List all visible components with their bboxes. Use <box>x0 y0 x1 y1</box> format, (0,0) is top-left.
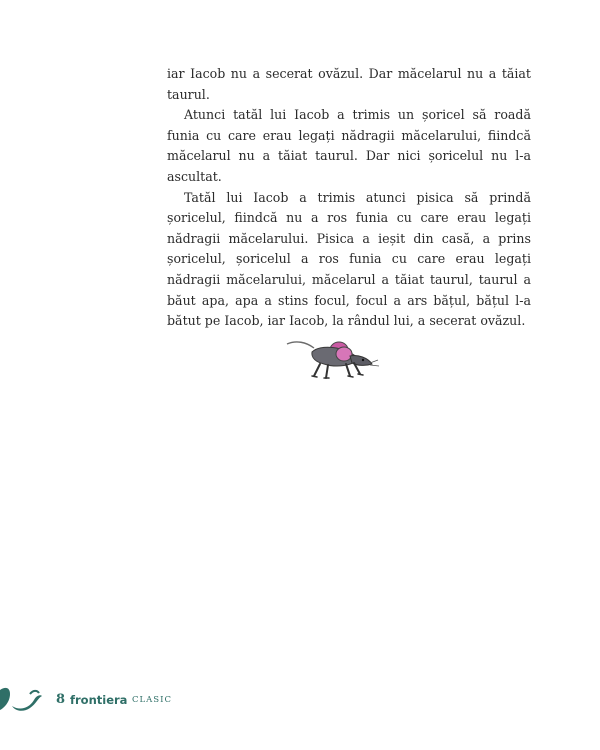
paragraph-2: Atunci tatăl lui Iacob a trimis un șoricel să roadă funia cu care erau legați nădragii măcelarului, fiindcă măcelarul nu a tăiat taurul. Dar nici șoricelul nu l-a ascultat. <box>167 107 531 184</box>
brand-series: CLASIC <box>132 695 172 705</box>
mouse-icon <box>284 330 380 382</box>
mouse-illustration <box>284 330 380 382</box>
paragraph-3: Tatăl lui Iacob a trimis atunci pisica să prindă șoricelul, fiindcă nu a ros funia cu care erau legați nădragii măcelarului. Pisica a ieșit din casă, a prins șoricelul, șoricelul a ros funia cu care erau legați nădragii măcelarului, măcelarul a tăiat taurul, taurul a băut apa, apa a stins focul, focul a ars bățul, bățul l-a bătut pe Iacob, iar Iacob, la rândul lui, a secerat ovăzul. <box>167 189 531 329</box>
page-footer <box>0 684 200 714</box>
wave-logo-icon <box>0 684 42 714</box>
paragraph-1: iar Iacob nu a secerat ovăzul. Dar măcelarul nu a tăiat taurul. <box>167 66 531 102</box>
brand-name: frontiera <box>70 693 128 707</box>
story-text <box>167 64 531 332</box>
page-number: 8 <box>56 692 66 707</box>
